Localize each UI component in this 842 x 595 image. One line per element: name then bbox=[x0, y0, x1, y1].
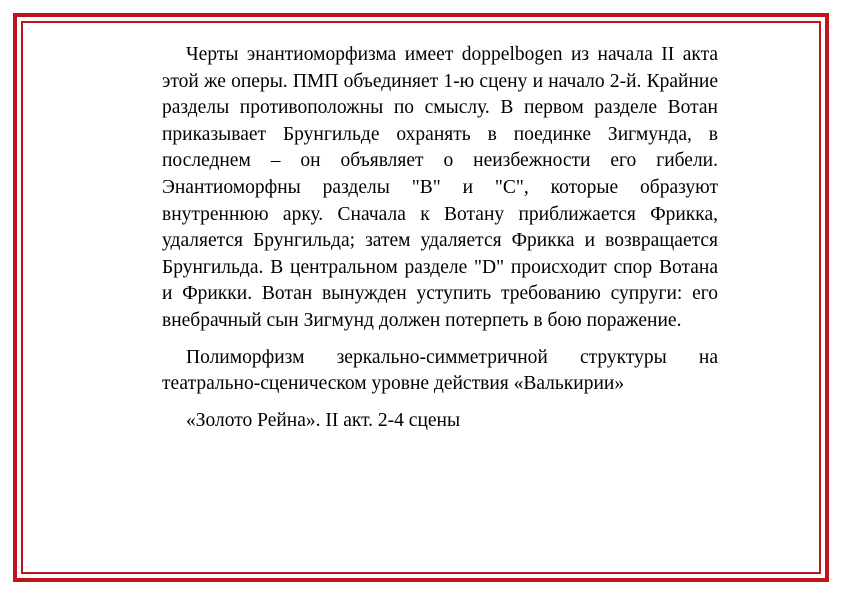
paragraph-enantiomorphism: Черты энантиоморфизма имеет doppelbogen из начала II акта этой же оперы. ПМП объединяет 1-ю сцену и начало 2-й. Крайние разделы противоположны по смыслу. В первом разделе Вотан приказывает Брунгильде охранять в поединке Зигмунда, в последнем – он объявляет о неизбежности его гибели. Энантиоморфны разделы "В" и "С", которые образуют внутреннюю арку. Сначала к Вотану приближается Фрикка, удаляется Брунгильда; затем удаляется Фрикка и возвращается Брунгильда. В центральном разделе "D" происходит спор Вотана и Фрикки. Вотан вынужден уступить требованию супруги: его внебрачный сын Зигмунд должен потерпеть в бою поражение. bbox=[162, 44, 718, 331]
text-content bbox=[162, 42, 718, 434]
paragraph-rheingold-caption: «Золото Рейна». II акт. 2-4 сцены bbox=[186, 409, 461, 431]
paragraph-polymorphism-heading: Полиморфизм зеркально-симметричной структуры на театрально-сценическом уровне действия «Валькирии» bbox=[162, 346, 718, 395]
